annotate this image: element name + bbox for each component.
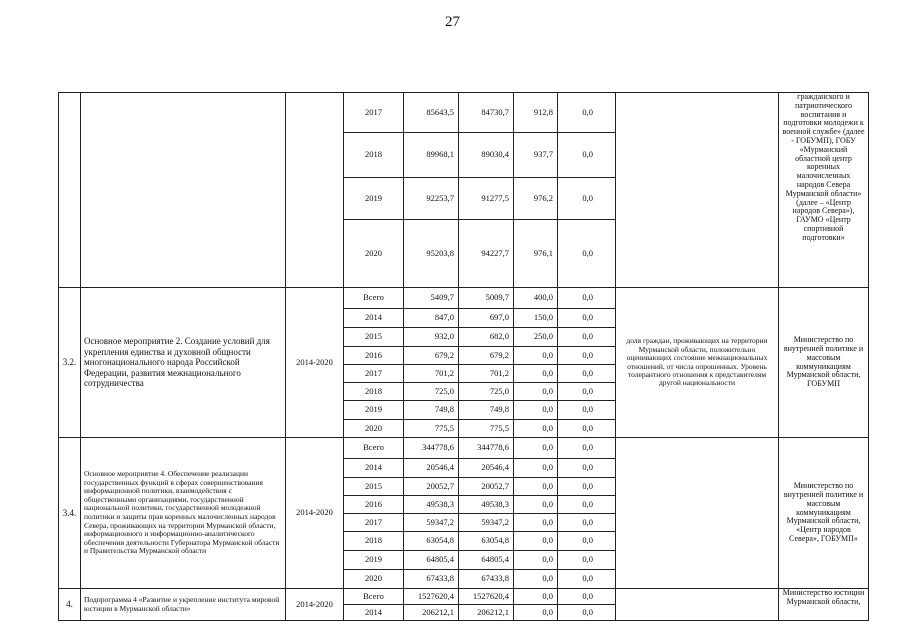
total-cell: 775,5 <box>404 420 459 438</box>
year-cell: Всего <box>344 438 404 459</box>
item-period: 2014-2020 <box>286 438 344 589</box>
other-sources-cell: 0,0 <box>558 383 616 401</box>
other-sources-cell: 0,0 <box>558 551 616 570</box>
other-sources-cell: 0,0 <box>558 93 616 133</box>
other-sources-cell: 0,0 <box>558 401 616 420</box>
item-name: Основное мероприятие 4. Обеспечение реализации государственных функций в сферах совершенствования информационной политики, взаимодействия с общественными организациями, государственной национальной политики, государственной молодежной политики и защиты прав коренных малочисленных народов Севера, проживающих на территории Мурманской области, информационного и информационно-аналитического обеспечения деятельности Губернатора Мурманской области и Правительства Мурманской области <box>81 438 286 589</box>
total-cell: 847,0 <box>404 309 459 328</box>
year-cell: 2017 <box>344 365 404 383</box>
item-number: 3.4. <box>59 438 81 589</box>
responsible-org-cell: Министерство по внутренней политике и массовым коммуникациям Мурманской области, «Центр народов Севера», ГОБУМП» <box>779 438 869 589</box>
other-sources-cell: 0,0 <box>558 459 616 478</box>
federal-budget-cell: 0,0 <box>514 401 558 420</box>
year-cell: 2018 <box>344 383 404 401</box>
regional-budget-cell: 344778,6 <box>459 438 514 459</box>
federal-budget-cell: 976,1 <box>514 220 558 288</box>
federal-budget-cell: 0,0 <box>514 551 558 570</box>
total-cell: 749,8 <box>404 401 459 420</box>
year-cell: 2015 <box>344 478 404 496</box>
year-cell: 2016 <box>344 496 404 514</box>
total-cell: 49538,3 <box>404 496 459 514</box>
other-sources-cell: 0,0 <box>558 420 616 438</box>
year-cell: 2019 <box>344 551 404 570</box>
total-cell: 85643,5 <box>404 93 459 133</box>
regional-budget-cell: 1527620,4 <box>459 589 514 605</box>
regional-budget-cell: 49538,3 <box>459 496 514 514</box>
year-cell: Всего <box>344 288 404 309</box>
total-cell: 932,0 <box>404 328 459 347</box>
total-cell: 63054,8 <box>404 532 459 551</box>
item-number: 3.2. <box>59 288 81 438</box>
federal-budget-cell: 0,0 <box>514 459 558 478</box>
federal-budget-cell: 0,0 <box>514 365 558 383</box>
other-sources-cell: 0,0 <box>558 532 616 551</box>
federal-budget-cell: 0,0 <box>514 532 558 551</box>
program-table <box>58 92 869 621</box>
total-cell: 701,2 <box>404 365 459 383</box>
federal-budget-cell: 937,7 <box>514 133 558 178</box>
year-cell: 2018 <box>344 532 404 551</box>
item-name <box>81 93 286 288</box>
regional-budget-cell: 697,0 <box>459 309 514 328</box>
other-sources-cell: 0,0 <box>558 514 616 532</box>
year-cell: 2020 <box>344 570 404 589</box>
other-sources-cell: 0,0 <box>558 309 616 328</box>
item-number: 4. <box>59 589 81 621</box>
total-cell: 92253,7 <box>404 178 459 220</box>
item-period: 2014-2020 <box>286 589 344 621</box>
table-row <box>59 288 869 309</box>
total-cell: 59347,2 <box>404 514 459 532</box>
other-sources-cell: 0,0 <box>558 347 616 365</box>
year-cell: 2017 <box>344 514 404 532</box>
federal-budget-cell: 0,0 <box>514 383 558 401</box>
indicator-cell <box>616 589 779 621</box>
year-cell: Всего <box>344 589 404 605</box>
total-cell: 89968,1 <box>404 133 459 178</box>
regional-budget-cell: 84730,7 <box>459 93 514 133</box>
federal-budget-cell: 0,0 <box>514 605 558 621</box>
regional-budget-cell: 5009,7 <box>459 288 514 309</box>
other-sources-cell: 0,0 <box>558 478 616 496</box>
total-cell: 5409,7 <box>404 288 459 309</box>
year-cell: 2017 <box>344 93 404 133</box>
responsible-org-cell: Министерство юстиции Мурманской области, <box>779 589 869 621</box>
regional-budget-cell: 679,2 <box>459 347 514 365</box>
other-sources-cell: 0,0 <box>558 328 616 347</box>
federal-budget-cell: 0,0 <box>514 514 558 532</box>
regional-budget-cell: 64805,4 <box>459 551 514 570</box>
federal-budget-cell: 0,0 <box>514 438 558 459</box>
other-sources-cell: 0,0 <box>558 570 616 589</box>
item-name: Подпрограмма 4 «Развитие и укрепление института мировой юстиции в Мурманской области» <box>81 589 286 621</box>
item-period <box>286 93 344 288</box>
federal-budget-cell: 0,0 <box>514 496 558 514</box>
regional-budget-cell: 91277,5 <box>459 178 514 220</box>
total-cell: 1527620,4 <box>404 589 459 605</box>
federal-budget-cell: 0,0 <box>514 478 558 496</box>
federal-budget-cell: 0,0 <box>514 589 558 605</box>
regional-budget-cell: 94227,7 <box>459 220 514 288</box>
indicator-cell <box>616 438 779 589</box>
responsible-org-cell: гражданского и патриотического воспитания и подготовки молодежи к военной службе» (далее - ГОБУМП), ГОБУ «Мурманский областной центр коренных малочисленных народов Севера Мурманской области» (далее – «Центр народов Севера»), ГАУМО «Центр спортивной подготовки» <box>779 93 869 288</box>
responsible-org-cell: Министерство по внутренней политике и массовым коммуникациям Мурманской области, ГОБУМП <box>779 288 869 438</box>
other-sources-cell: 0,0 <box>558 605 616 621</box>
regional-budget-cell: 63054,8 <box>459 532 514 551</box>
federal-budget-cell: 0,0 <box>514 347 558 365</box>
item-period: 2014-2020 <box>286 288 344 438</box>
table-row <box>59 93 869 133</box>
regional-budget-cell: 20546,4 <box>459 459 514 478</box>
total-cell: 67433,8 <box>404 570 459 589</box>
regional-budget-cell: 749,8 <box>459 401 514 420</box>
item-name: Основное мероприятие 2. Создание условий для укрепления единства и духовной общности многонационального народа Российской Федерации, развития межнационального сотрудничества <box>81 288 286 438</box>
regional-budget-cell: 725,0 <box>459 383 514 401</box>
year-cell: 2016 <box>344 347 404 365</box>
year-cell: 2020 <box>344 420 404 438</box>
year-cell: 2020 <box>344 220 404 288</box>
federal-budget-cell: 976,2 <box>514 178 558 220</box>
federal-budget-cell: 912,8 <box>514 93 558 133</box>
other-sources-cell: 0,0 <box>558 496 616 514</box>
other-sources-cell: 0,0 <box>558 365 616 383</box>
total-cell: 64805,4 <box>404 551 459 570</box>
total-cell: 20052,7 <box>404 478 459 496</box>
other-sources-cell: 0,0 <box>558 438 616 459</box>
table-row <box>59 589 869 605</box>
federal-budget-cell: 400,0 <box>514 288 558 309</box>
year-cell: 2014 <box>344 459 404 478</box>
total-cell: 679,2 <box>404 347 459 365</box>
year-cell: 2014 <box>344 605 404 621</box>
regional-budget-cell: 206212,1 <box>459 605 514 621</box>
federal-budget-cell: 250,0 <box>514 328 558 347</box>
total-cell: 206212,1 <box>404 605 459 621</box>
table-row <box>59 438 869 459</box>
other-sources-cell: 0,0 <box>558 133 616 178</box>
year-cell: 2014 <box>344 309 404 328</box>
regional-budget-cell: 682,0 <box>459 328 514 347</box>
year-cell: 2018 <box>344 133 404 178</box>
page-number: 27 <box>445 14 460 30</box>
year-cell: 2019 <box>344 178 404 220</box>
federal-budget-cell: 150,0 <box>514 309 558 328</box>
regional-budget-cell: 20052,7 <box>459 478 514 496</box>
total-cell: 344778,6 <box>404 438 459 459</box>
regional-budget-cell: 89030,4 <box>459 133 514 178</box>
total-cell: 20546,4 <box>404 459 459 478</box>
federal-budget-cell: 0,0 <box>514 420 558 438</box>
other-sources-cell: 0,0 <box>558 589 616 605</box>
year-cell: 2019 <box>344 401 404 420</box>
total-cell: 725,0 <box>404 383 459 401</box>
table-body <box>59 93 869 621</box>
regional-budget-cell: 701,2 <box>459 365 514 383</box>
other-sources-cell: 0,0 <box>558 288 616 309</box>
item-number <box>59 93 81 288</box>
regional-budget-cell: 67433,8 <box>459 570 514 589</box>
regional-budget-cell: 59347,2 <box>459 514 514 532</box>
other-sources-cell: 0,0 <box>558 220 616 288</box>
federal-budget-cell: 0,0 <box>514 570 558 589</box>
indicator-cell <box>616 93 779 288</box>
indicator-cell: доля граждан, проживающих на территории Мурманской области, положительно оценивающих состояние межнациональных отношений, от числа опрошенных. Уровень толерантного отношения к представителям другой национальности <box>616 288 779 438</box>
year-cell: 2015 <box>344 328 404 347</box>
regional-budget-cell: 775,5 <box>459 420 514 438</box>
total-cell: 95203,8 <box>404 220 459 288</box>
other-sources-cell: 0,0 <box>558 178 616 220</box>
